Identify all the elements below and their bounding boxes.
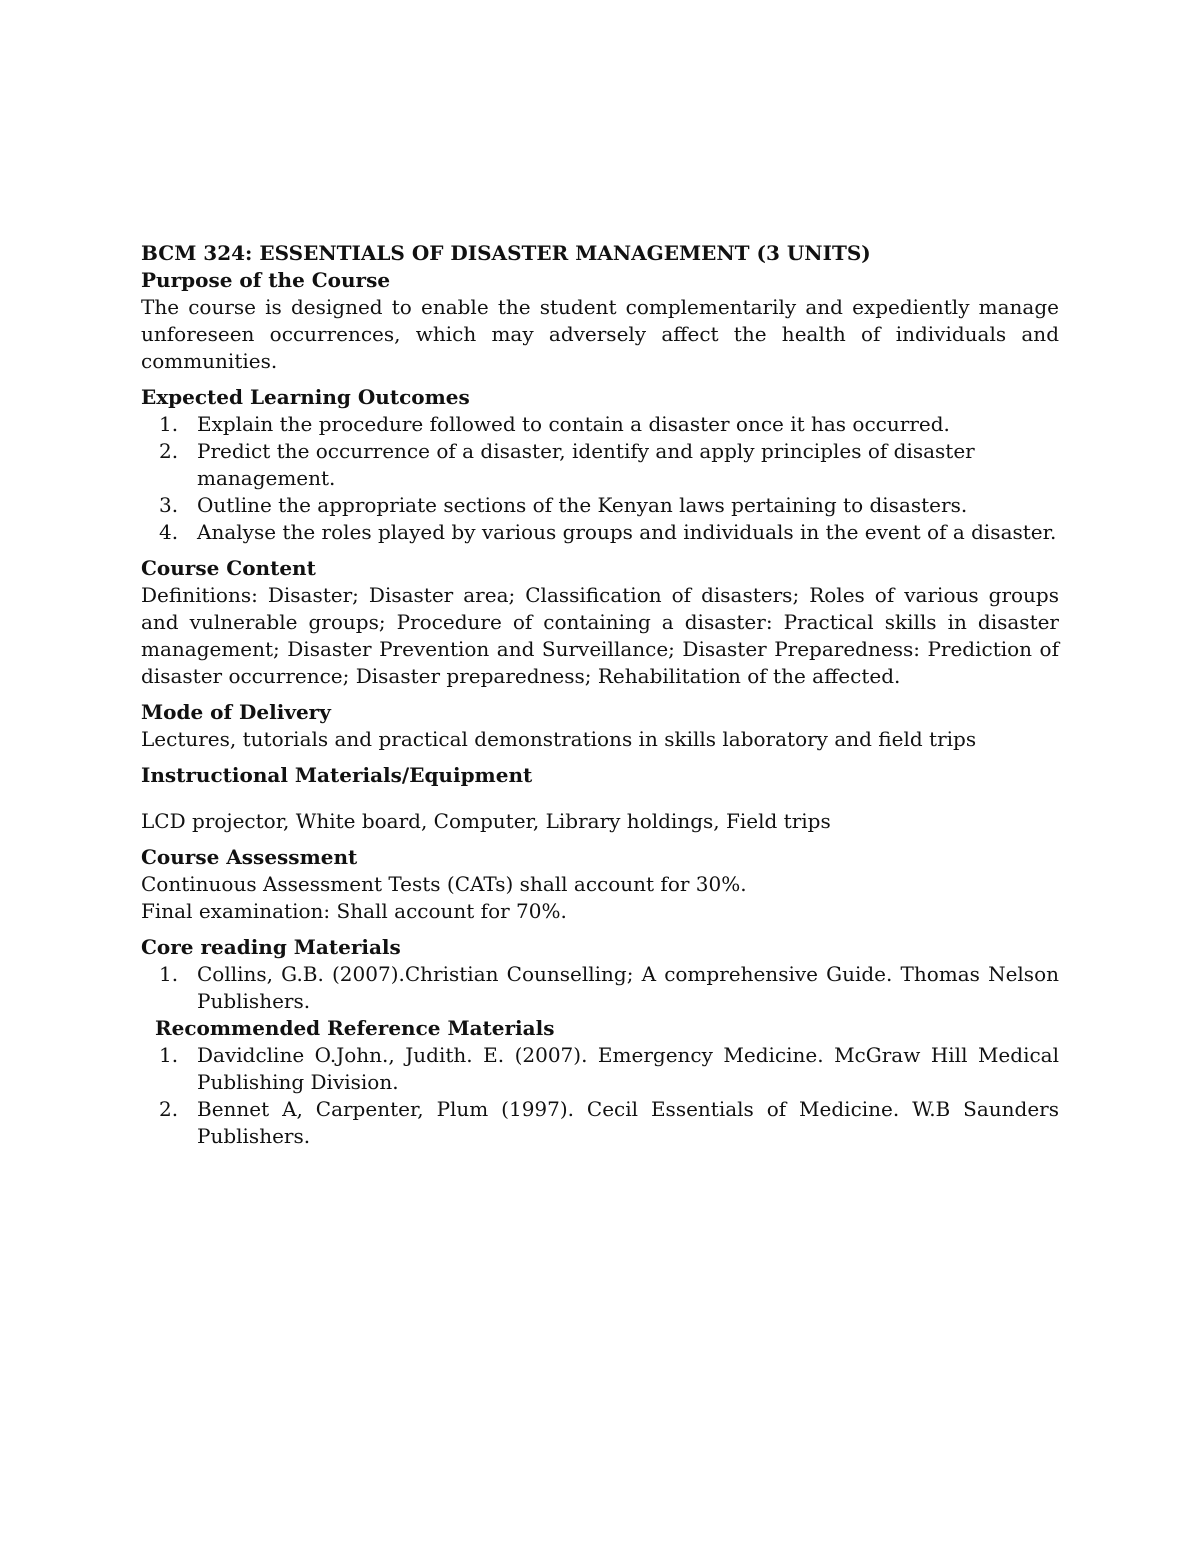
purpose-text: The course is designed to enable the student complementarily and expediently manage unforeseen occurrences, which may adversely affect the health of individuals and communities.: [141, 295, 1059, 373]
list-item: [141, 1042, 1059, 1096]
assessment-exam: Final examination: Shall account for 70%.: [141, 899, 567, 923]
list-number: 2.: [159, 439, 179, 463]
core-reading-heading: Core reading Materials: [141, 935, 401, 959]
assessment-cat: Continuous Assessment Tests (CATs) shall account for 30%.: [141, 872, 747, 896]
outcomes-section: [141, 384, 1059, 546]
list-number: 1.: [159, 1043, 179, 1067]
materials-section: [141, 762, 1059, 835]
recommended-list: [141, 1042, 1059, 1150]
content-text: Definitions: Disaster; Disaster area; Classification of disasters; Roles of various groups and vulnerable groups; Procedure of containing a disaster: Practical skills in disaster management; Disaster Prevention and Surveillance; Disaster Preparedness: Prediction of disaster occurrence; Disaster preparedness; Rehabilitation of the affected.: [141, 583, 1059, 688]
list-number: 1.: [159, 962, 179, 986]
list-item-text: Bennet A, Carpenter, Plum (1997). Cecil Essentials of Medicine. W.B Saunders Publishers.: [197, 1097, 1059, 1148]
content-section: [141, 555, 1059, 690]
list-item-text: Predict the occurrence of a disaster, identify and apply principles of disaster management.: [197, 439, 975, 490]
list-item-text: Analyse the roles played by various groups and individuals in the event of a disaster.: [197, 520, 1057, 544]
content-heading: Course Content: [141, 556, 316, 580]
recommended-heading: Recommended Reference Materials: [155, 1016, 555, 1040]
delivery-heading: Mode of Delivery: [141, 700, 331, 724]
list-number: 4.: [159, 520, 179, 544]
list-number: 1.: [159, 412, 179, 436]
core-reading-section: [141, 934, 1059, 1150]
core-reading-list: [141, 961, 1059, 1015]
list-item: [141, 1096, 1059, 1150]
list-item-text: Collins, G.B. (2007).Christian Counselling; A comprehensive Guide. Thomas Nelson Publishers.: [197, 962, 1059, 1013]
delivery-text: Lectures, tutorials and practical demonstrations in skills laboratory and field trips: [141, 727, 977, 751]
materials-heading: Instructional Materials/Equipment: [141, 763, 533, 787]
delivery-section: [141, 699, 1059, 753]
list-item: [141, 492, 1059, 519]
list-number: 3.: [159, 493, 179, 517]
assessment-section: [141, 844, 1059, 925]
outcomes-heading: Expected Learning Outcomes: [141, 385, 470, 409]
list-item: [141, 411, 1059, 438]
assessment-heading: Course Assessment: [141, 845, 358, 869]
list-item-text: Davidcline O.John., Judith. E. (2007). Emergency Medicine. McGraw Hill Medical Publishing Division.: [197, 1043, 1059, 1094]
purpose-heading: Purpose of the Course: [141, 268, 391, 292]
list-item: [141, 961, 1059, 1015]
list-item-text: Outline the appropriate sections of the Kenyan laws pertaining to disasters.: [197, 493, 968, 517]
list-number: 2.: [159, 1097, 179, 1121]
document-page: [141, 240, 1059, 1150]
outcomes-list: [141, 411, 1059, 546]
list-item: [141, 438, 1059, 492]
list-item: [141, 519, 1059, 546]
list-item-text: Explain the procedure followed to contain a disaster once it has occurred.: [197, 412, 950, 436]
course-title: BCM 324: ESSENTIALS OF DISASTER MANAGEMENT (3 UNITS): [141, 241, 871, 265]
materials-text: LCD projector, White board, Computer, Library holdings, Field trips: [141, 809, 831, 833]
